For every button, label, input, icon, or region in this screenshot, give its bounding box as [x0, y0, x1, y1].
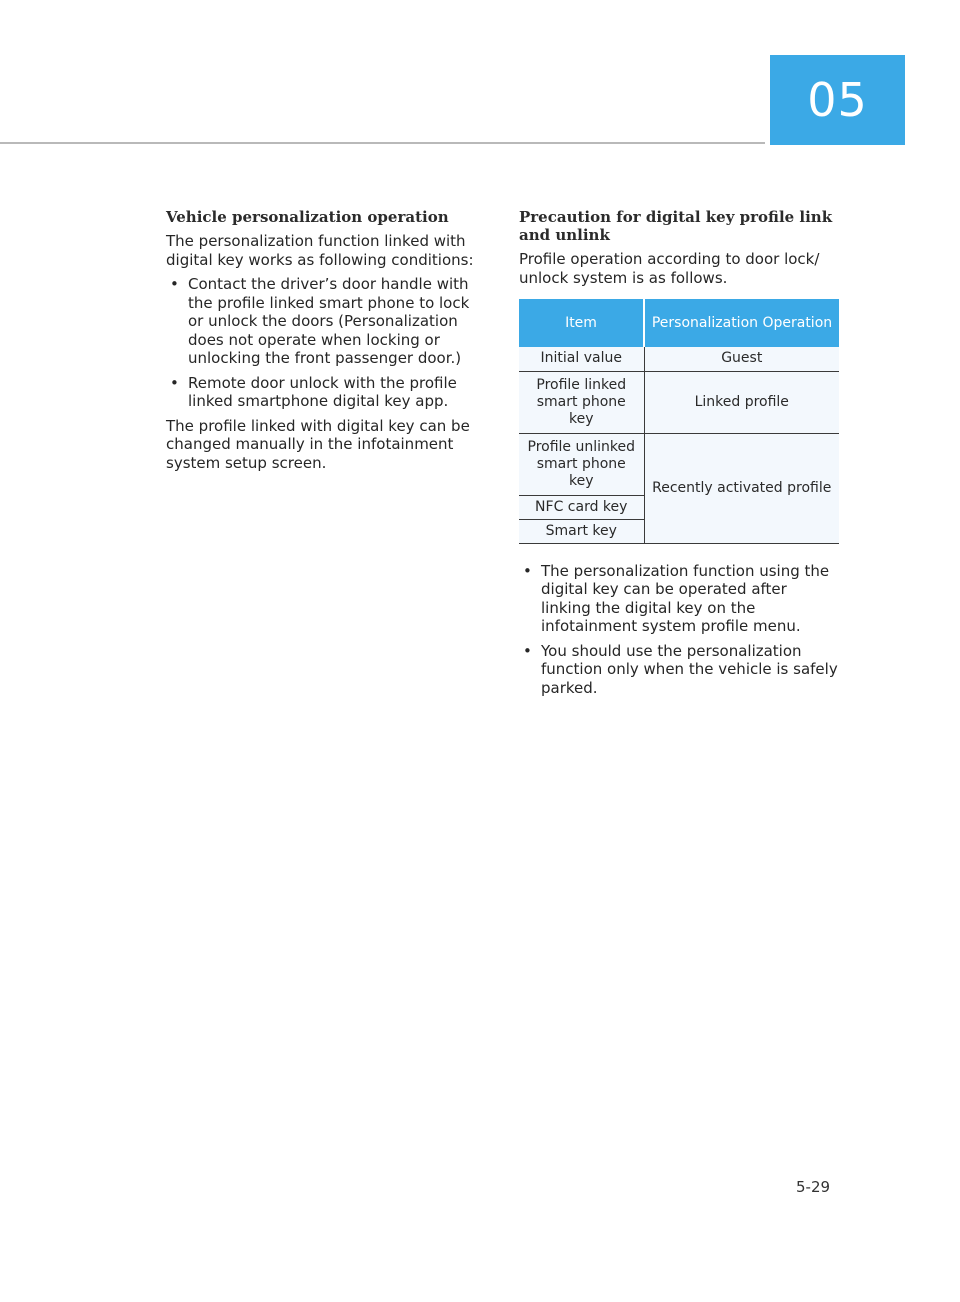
intro-paragraph: The personalization function linked with digital key works as following conditions:: [166, 232, 474, 269]
table-header-row: [519, 299, 839, 347]
table-cell-item: Initial value: [519, 347, 644, 371]
intro-paragraph: Profile operation according to door lock/ unlock system is as follows.: [519, 250, 820, 287]
column-header-item: Item: [519, 299, 644, 347]
conditions-list: [166, 275, 484, 411]
list-item: • Remote door unlock with the profile linked smartphone digital key app.: [166, 374, 484, 411]
right-column: [519, 208, 839, 703]
table-cell-item: Profile unlinked smart phone key: [519, 433, 644, 495]
table-row: [519, 347, 839, 371]
page-number: 5-29: [796, 1178, 831, 1196]
table-cell-item: NFC card key: [519, 495, 644, 519]
table-row: [519, 371, 839, 433]
table-cell-item: Smart key: [519, 519, 644, 543]
table-row: [519, 433, 839, 495]
column-header-operation: Personalization Operation: [644, 299, 839, 347]
precaution-list: [519, 562, 839, 698]
header-rule: [0, 142, 765, 144]
outro-paragraph: The profile linked with digital key can be changed manually in the infotainment system setup screen.: [166, 416, 470, 472]
profile-operation-table: [519, 299, 839, 544]
left-column: [166, 208, 484, 478]
list-item: • You should use the personalization function only when the vehicle is safely parked.: [519, 642, 839, 698]
chapter-tab: 05: [770, 55, 905, 145]
section-heading-precaution: Precaution for digital key profile link and unlink: [519, 208, 833, 244]
section-heading-personalization: Vehicle personalization operation: [166, 208, 449, 226]
list-item: • The personalization function using the digital key can be operated after linking the digital key on the infotainment system profile menu.: [519, 562, 839, 636]
table-cell-operation: Recently activated profile: [644, 433, 839, 543]
list-item: • Contact the driver’s door handle with the profile linked smart phone to lock or unlock the doors (Personalization does not operate when locking or unlocking the front passenger door.): [166, 275, 484, 368]
table-cell-operation: Linked profile: [644, 371, 839, 433]
table-cell-item: Profile linked smart phone key: [519, 371, 644, 433]
table-cell-operation: Guest: [644, 347, 839, 371]
